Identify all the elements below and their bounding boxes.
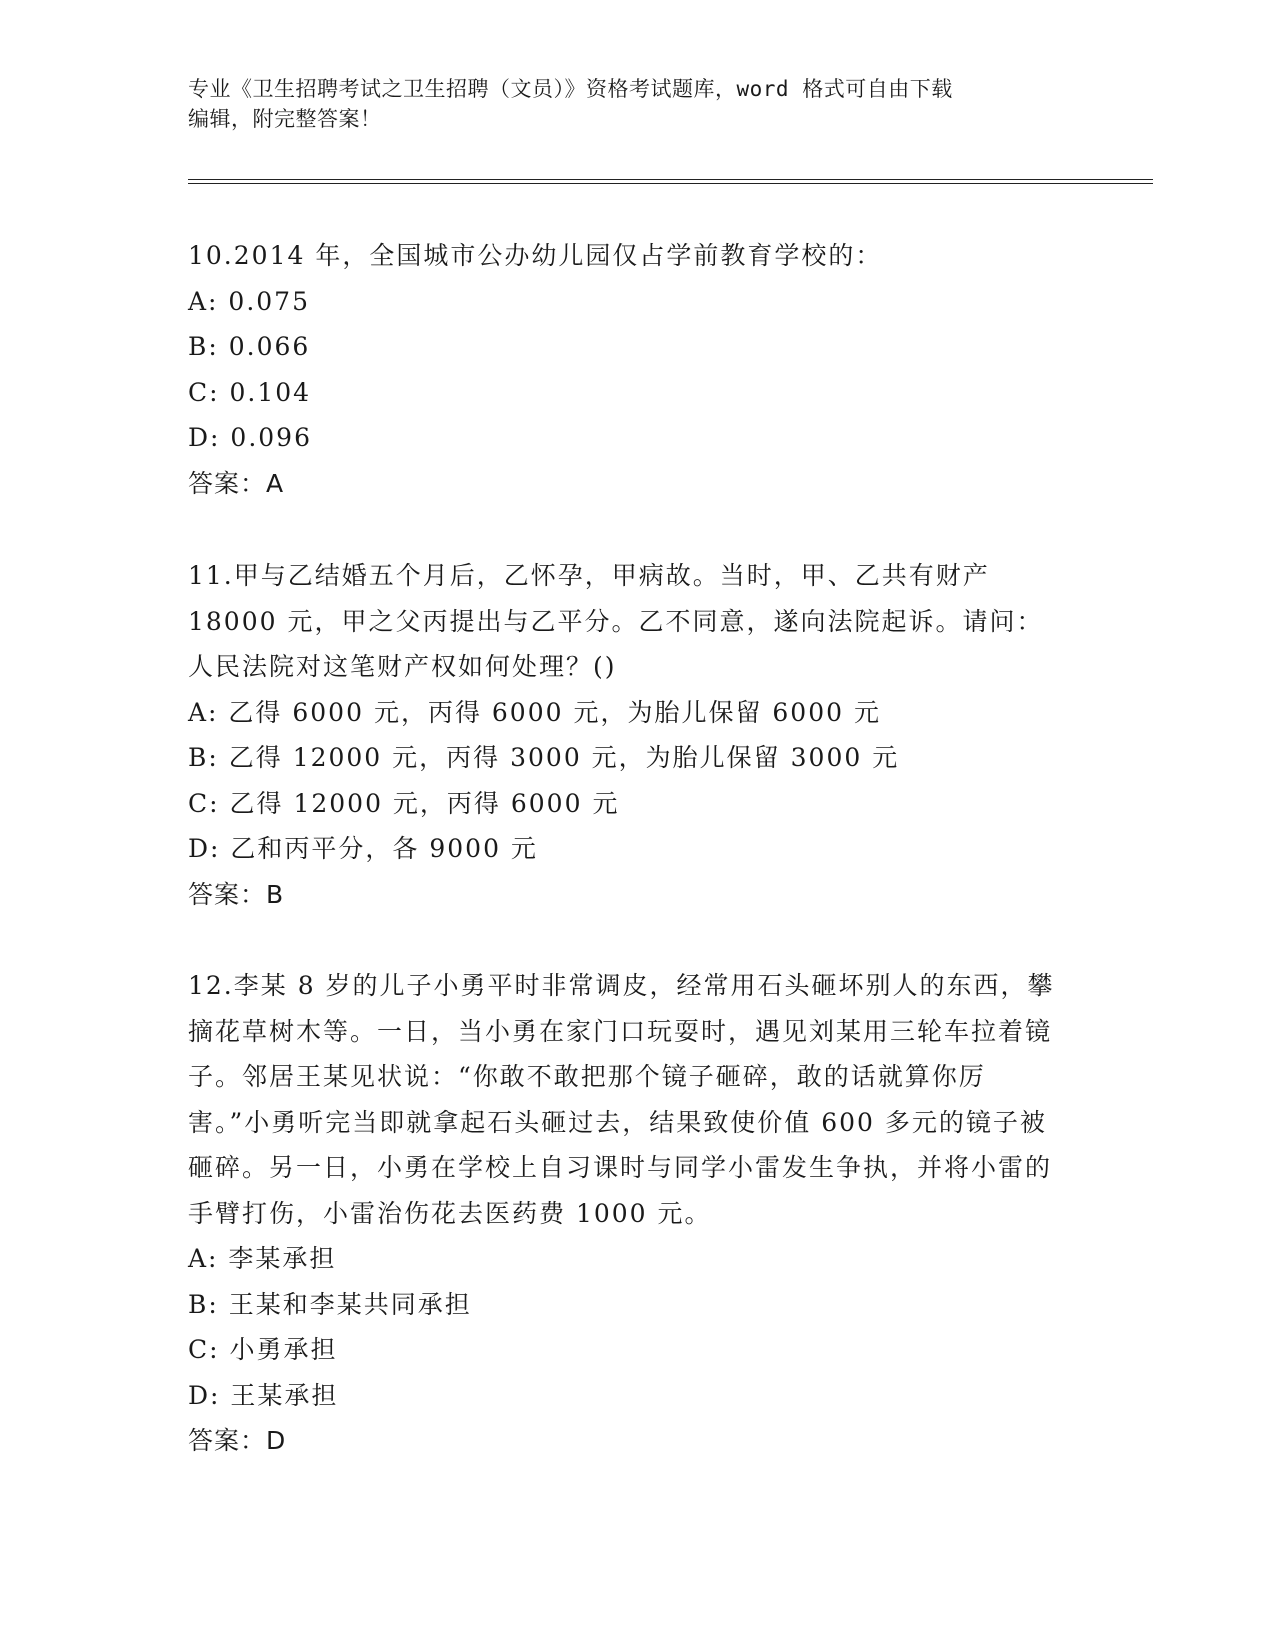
option-a: A: 0.075 bbox=[188, 286, 310, 316]
question-text: 10.2014 年，全国城市公办幼儿园仅占学前教育学校的： bbox=[188, 241, 883, 270]
question-10 bbox=[188, 233, 1068, 506]
option-d: D: 0.096 bbox=[188, 423, 312, 452]
option-b: B: 王某和李某共同承担 bbox=[188, 1289, 472, 1319]
answer: 答案：D bbox=[188, 1426, 287, 1455]
option-b: B: 乙得 12000 元，丙得 3000 元，为胎儿保留 3000 元 bbox=[188, 743, 900, 772]
option-d: D: 王某承担 bbox=[188, 1380, 339, 1410]
option-c: C: 小勇承担 bbox=[188, 1335, 338, 1364]
question-text: 12.李某 8 岁的儿子小勇平时非常调皮，经常用石头砸坏别人的东西，攀摘花草树木等。一日，当小勇在家门口玩耍时，遇见刘某用三轮车拉着镜子。邻居王某见状说：“你敢不敢把那个镜子砸碎，敢的话就算你厉害。”小勇听完当即就拿起石头砸过去，结果致使价值 600 多元的镜子被砸碎。另一日，小勇在学校上自习课时与同学小雷发生争执，并将小雷的手臂打伤，小雷治伤花去医药费 1000 元。 bbox=[188, 971, 1055, 1228]
question-12 bbox=[188, 963, 1068, 1464]
option-c: C: 乙得 12000 元，丙得 6000 元 bbox=[188, 788, 620, 818]
header-line-1: 专业《卫生招聘考试之卫生招聘（文员）》资格考试题库，word 格式可自由下载 bbox=[188, 77, 953, 101]
option-a: A: 乙得 6000 元，丙得 6000 元，为胎儿保留 6000 元 bbox=[188, 697, 881, 727]
option-c: C: 0.104 bbox=[188, 377, 312, 407]
document-header bbox=[188, 74, 1088, 134]
header-divider-top bbox=[188, 179, 1153, 180]
header-line-2: 编辑，附完整答案！ bbox=[188, 107, 382, 131]
option-a: A: 李某承担 bbox=[188, 1244, 337, 1273]
header-divider-bottom bbox=[188, 183, 1153, 184]
answer: 答案：A bbox=[188, 468, 285, 498]
option-d: D: 乙和丙平分，各 9000 元 bbox=[188, 834, 538, 863]
answer: 答案：B bbox=[188, 879, 285, 909]
option-b: B: 0.066 bbox=[188, 332, 311, 361]
question-text: 11.甲与乙结婚五个月后，乙怀孕，甲病故。当时，甲、乙共有财产18000 元，甲之父丙提出与乙平分。乙不同意，遂向法院起诉。请问：人民法院对这笔财产权如何处理？() bbox=[188, 561, 1044, 681]
question-11 bbox=[188, 553, 1068, 917]
